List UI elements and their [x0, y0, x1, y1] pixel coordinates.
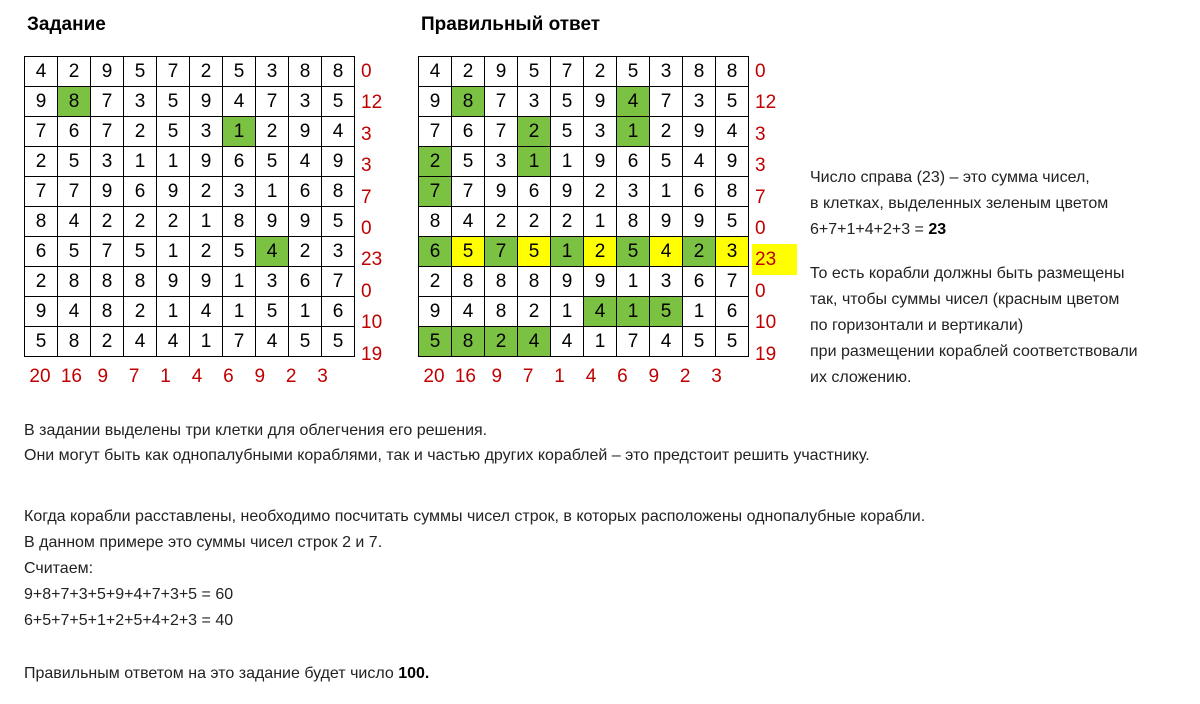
grid-cell: 5	[683, 327, 716, 357]
grid-cell: 5	[452, 147, 485, 177]
grid-cell: 8	[485, 297, 518, 327]
grid-cell: 2	[58, 57, 91, 87]
grid-cell: 5	[551, 117, 584, 147]
grid-cell: 2	[124, 297, 157, 327]
grid-cell: 2	[584, 177, 617, 207]
grid-row	[25, 117, 355, 147]
grid-cell: 5	[419, 327, 452, 357]
grid-row	[25, 207, 355, 237]
grid-cell: 5	[322, 327, 355, 357]
grid-cell: 6	[419, 237, 452, 267]
grid-cell: 8	[716, 57, 749, 87]
grid-cell: 5	[58, 237, 91, 267]
row-sum: 10	[361, 312, 383, 334]
grid-cell: 2	[419, 147, 452, 177]
grid-row	[25, 297, 355, 327]
column-sum: 4	[585, 366, 597, 387]
explanation-line: их сложению.	[810, 369, 912, 386]
row-sum: 19	[755, 343, 777, 365]
grid-cell: 1	[617, 117, 650, 147]
grid-cell: 4	[256, 237, 289, 267]
grid-cell: 3	[683, 87, 716, 117]
grid-cell: 9	[683, 207, 716, 237]
grid-cell: 4	[452, 297, 485, 327]
row-sum: 7	[361, 186, 372, 208]
grid-cell: 2	[518, 117, 551, 147]
row-sum: 12	[755, 92, 777, 114]
grid-cell: 5	[256, 297, 289, 327]
formula-expression: 6+7+1+4+2+3 =	[810, 221, 929, 238]
grid-cell: 2	[452, 57, 485, 87]
grid-row	[25, 267, 355, 297]
grid-cell: 3	[190, 117, 223, 147]
sum-line: 9+8+7+3+5+9+4+7+3+5 = 60	[24, 586, 234, 603]
grid-cell: 4	[157, 327, 190, 357]
text-line: В задании выделены три клетки для облегчения его решения.	[24, 422, 488, 439]
grid-cell: 2	[124, 207, 157, 237]
grid-cell: 2	[25, 147, 58, 177]
answer-text: Правильным ответом на это задание будет число	[24, 665, 399, 682]
grid-cell: 4	[716, 117, 749, 147]
grid-cell: 1	[157, 297, 190, 327]
column-sum: 6	[617, 366, 628, 387]
column-sum: 20	[29, 366, 51, 387]
grid-row	[25, 177, 355, 207]
grid-cell: 9	[683, 117, 716, 147]
grid-cell: 9	[25, 87, 58, 117]
grid-row	[25, 87, 355, 117]
grid-cell: 5	[518, 57, 551, 87]
grid-cell: 2	[91, 207, 124, 237]
grid-cell: 1	[584, 327, 617, 357]
grid-cell: 9	[157, 177, 190, 207]
task-grid	[24, 56, 355, 357]
grid-cell: 5	[650, 297, 683, 327]
grid-cell: 9	[485, 57, 518, 87]
paragraph-answer	[24, 661, 429, 686]
grid-cell: 9	[190, 147, 223, 177]
grid-cell: 2	[650, 117, 683, 147]
grid-cell: 5	[223, 237, 256, 267]
row-sum: 12	[361, 92, 383, 114]
grid-cell: 7	[485, 117, 518, 147]
grid-cell: 9	[289, 207, 322, 237]
grid-cell: 1	[617, 267, 650, 297]
answer-title: Правильный ответ	[421, 14, 601, 35]
grid-cell: 7	[322, 267, 355, 297]
answer-grid	[418, 56, 749, 357]
grid-cell: 8	[452, 327, 485, 357]
explanation-line: То есть корабли должны быть размещены	[810, 265, 1125, 282]
grid-cell: 9	[485, 177, 518, 207]
grid-cell: 1	[190, 207, 223, 237]
grid-cell: 7	[256, 87, 289, 117]
column-sum: 9	[491, 366, 503, 387]
grid-cell: 8	[91, 267, 124, 297]
grid-cell: 2	[25, 267, 58, 297]
grid-cell: 2	[518, 207, 551, 237]
grid-cell: 9	[419, 87, 452, 117]
column-sum: 2	[679, 366, 691, 387]
grid-cell: 7	[551, 57, 584, 87]
grid-cell: 2	[256, 117, 289, 147]
column-sum: 9	[254, 366, 266, 387]
grid-cell: 5	[617, 57, 650, 87]
grid-cell: 3	[289, 87, 322, 117]
grid-cell: 9	[157, 267, 190, 297]
task-title: Задание	[27, 14, 106, 35]
grid-cell: 4	[419, 57, 452, 87]
grid-cell: 4	[551, 327, 584, 357]
grid-cell: 3	[518, 87, 551, 117]
text-line: Когда корабли расставлены, необходимо посчитать суммы чисел строк, в которых расположены однопалубные корабли.	[24, 508, 926, 525]
grid-cell: 7	[157, 57, 190, 87]
explanation-line: по горизонтали и вертикали)	[810, 317, 1024, 334]
column-sum: 6	[223, 366, 234, 387]
grid-cell: 6	[518, 177, 551, 207]
grid-cell: 2	[157, 207, 190, 237]
grid-cell: 8	[322, 177, 355, 207]
grid-cell: 2	[91, 327, 124, 357]
grid-cell: 7	[58, 177, 91, 207]
grid-cell: 9	[190, 87, 223, 117]
grid-cell: 3	[650, 267, 683, 297]
grid-cell: 1	[617, 297, 650, 327]
grid-cell: 7	[91, 237, 124, 267]
grid-cell: 2	[683, 237, 716, 267]
grid-cell: 5	[716, 327, 749, 357]
grid-cell: 8	[617, 207, 650, 237]
grid-cell: 1	[157, 147, 190, 177]
column-sum: 7	[522, 366, 534, 387]
row-sum: 23	[752, 244, 797, 275]
grid-cell: 5	[157, 117, 190, 147]
grid-cell: 9	[419, 297, 452, 327]
grid-cell: 8	[716, 177, 749, 207]
grid-cell: 7	[91, 117, 124, 147]
grid-cell: 9	[584, 267, 617, 297]
grid-cell: 7	[452, 177, 485, 207]
grid-cell: 1	[190, 327, 223, 357]
row-sum: 7	[755, 186, 766, 208]
row-sum: 0	[361, 280, 372, 302]
grid-cell: 9	[190, 267, 223, 297]
row-sum: 0	[361, 61, 372, 82]
grid-cell: 8	[124, 267, 157, 297]
grid-cell: 1	[551, 237, 584, 267]
grid-cell: 1	[584, 207, 617, 237]
grid-cell: 1	[683, 297, 716, 327]
grid-cell: 7	[419, 177, 452, 207]
grid-cell: 2	[190, 177, 223, 207]
grid-cell: 4	[289, 147, 322, 177]
grid-cell: 8	[58, 327, 91, 357]
grid-cell: 8	[452, 267, 485, 297]
grid-cell: 3	[485, 147, 518, 177]
column-sum: 20	[423, 366, 445, 387]
grid-cell: 9	[584, 87, 617, 117]
grid-cell: 1	[289, 297, 322, 327]
grid-cell: 4	[518, 327, 551, 357]
grid-cell: 4	[322, 117, 355, 147]
explanation-line: в клетках, выделенных зеленым цветом	[810, 195, 1109, 212]
grid-cell: 5	[289, 327, 322, 357]
column-sum: 9	[648, 366, 660, 387]
grid-cell: 4	[617, 87, 650, 117]
grid-cell: 3	[322, 237, 355, 267]
grid-cell: 8	[223, 207, 256, 237]
grid-cell: 4	[452, 207, 485, 237]
grid-cell: 4	[650, 237, 683, 267]
explanation-panel	[810, 165, 1138, 391]
grid-cell: 1	[223, 117, 256, 147]
row-sum: 3	[361, 123, 372, 145]
grid-row	[419, 237, 749, 267]
grid-cell: 4	[223, 87, 256, 117]
column-sum: 3	[711, 366, 722, 387]
grid-cell: 5	[617, 237, 650, 267]
grid-cell: 4	[683, 147, 716, 177]
grid-cell: 2	[190, 57, 223, 87]
grid-cell: 1	[124, 147, 157, 177]
grid-cell: 2	[190, 237, 223, 267]
grid-cell: 5	[124, 237, 157, 267]
grid-row	[419, 207, 749, 237]
grid-cell: 1	[518, 147, 551, 177]
explanation-line: Число справа (23) – это сумма чисел,	[810, 169, 1090, 186]
grid-cell: 3	[124, 87, 157, 117]
grid-cell: 9	[584, 147, 617, 177]
column-sum: 16	[60, 366, 82, 387]
grid-cell: 8	[289, 57, 322, 87]
answer-table	[418, 56, 749, 357]
grid-cell: 9	[25, 297, 58, 327]
grid-cell: 8	[452, 87, 485, 117]
grid-cell: 8	[91, 297, 124, 327]
column-sum: 2	[285, 366, 297, 387]
grid-cell: 1	[223, 297, 256, 327]
row-sum: 10	[755, 312, 777, 334]
grid-cell: 2	[584, 237, 617, 267]
grid-row	[25, 237, 355, 267]
grid-cell: 4	[650, 327, 683, 357]
grid-cell: 3	[91, 147, 124, 177]
grid-cell: 3	[256, 267, 289, 297]
grid-cell: 5	[518, 237, 551, 267]
grid-cell: 2	[518, 297, 551, 327]
grid-row	[419, 177, 749, 207]
grid-cell: 2	[551, 207, 584, 237]
grid-cell: 6	[716, 297, 749, 327]
answer-value: 100.	[398, 665, 430, 682]
grid-cell: 7	[223, 327, 256, 357]
grid-cell: 6	[124, 177, 157, 207]
grid-cell: 7	[617, 327, 650, 357]
grid-cell: 6	[289, 267, 322, 297]
grid-cell: 6	[223, 147, 256, 177]
grid-cell: 4	[58, 207, 91, 237]
row-sum: 0	[755, 218, 766, 239]
grid-cell: 8	[485, 267, 518, 297]
row-sum: 3	[755, 155, 766, 177]
explanation-formula	[810, 217, 1138, 243]
grid-cell: 1	[223, 267, 256, 297]
grid-cell: 1	[157, 237, 190, 267]
grid-cell: 1	[256, 177, 289, 207]
grid-cell: 8	[25, 207, 58, 237]
grid-cell: 4	[25, 57, 58, 87]
grid-cell: 4	[58, 297, 91, 327]
task-table	[24, 56, 355, 357]
grid-cell: 4	[124, 327, 157, 357]
grid-cell: 5	[551, 87, 584, 117]
row-sum: 0	[361, 218, 372, 239]
grid-cell: 8	[419, 207, 452, 237]
grid-cell: 8	[322, 57, 355, 87]
row-sum: 19	[361, 343, 383, 365]
grid-cell: 5	[223, 57, 256, 87]
column-sum: 4	[191, 366, 203, 387]
grid-cell: 6	[58, 117, 91, 147]
grid-row	[419, 57, 749, 87]
grid-cell: 2	[124, 117, 157, 147]
grid-cell: 6	[25, 237, 58, 267]
grid-cell: 6	[683, 177, 716, 207]
grid-cell: 5	[716, 207, 749, 237]
grid-cell: 5	[452, 237, 485, 267]
grid-cell: 2	[485, 327, 518, 357]
grid-cell: 2	[419, 267, 452, 297]
grid-cell: 9	[551, 267, 584, 297]
grid-cell: 9	[91, 57, 124, 87]
row-sum: 3	[755, 123, 766, 145]
row-sum: 0	[755, 280, 766, 302]
grid-cell: 1	[650, 177, 683, 207]
column-sum: 1	[160, 366, 171, 387]
column-sum: 1	[554, 366, 565, 387]
grid-cell: 7	[650, 87, 683, 117]
grid-cell: 7	[91, 87, 124, 117]
grid-cell: 2	[289, 237, 322, 267]
grid-cell: 7	[25, 177, 58, 207]
column-sum: 16	[454, 366, 476, 387]
text-line: Считаем:	[24, 560, 94, 577]
grid-row	[419, 297, 749, 327]
grid-row	[419, 267, 749, 297]
text-line: В данном примере это суммы чисел строк 2 и 7.	[24, 534, 383, 551]
row-sum: 23	[361, 249, 383, 271]
grid-cell: 6	[617, 147, 650, 177]
paragraph-method	[24, 504, 925, 634]
grid-cell: 9	[91, 177, 124, 207]
grid-cell: 7	[25, 117, 58, 147]
grid-cell: 4	[584, 297, 617, 327]
sum-line: 6+5+7+5+1+2+5+4+2+3 = 40	[24, 612, 234, 629]
grid-cell: 6	[322, 297, 355, 327]
grid-cell: 9	[256, 207, 289, 237]
grid-cell: 9	[650, 207, 683, 237]
grid-row	[25, 57, 355, 87]
grid-row	[419, 147, 749, 177]
grid-cell: 3	[650, 57, 683, 87]
grid-cell: 9	[289, 117, 322, 147]
grid-cell: 6	[452, 117, 485, 147]
grid-cell: 2	[485, 207, 518, 237]
grid-cell: 8	[58, 267, 91, 297]
grid-row	[25, 147, 355, 177]
column-sum: 7	[128, 366, 140, 387]
grid-row	[419, 327, 749, 357]
grid-cell: 7	[485, 237, 518, 267]
grid-cell: 6	[289, 177, 322, 207]
grid-cell: 3	[716, 237, 749, 267]
grid-cell: 5	[25, 327, 58, 357]
explanation-line: при размещении кораблей соответствовали	[810, 343, 1138, 360]
grid-cell: 5	[716, 87, 749, 117]
grid-cell: 8	[58, 87, 91, 117]
grid-cell: 4	[190, 297, 223, 327]
grid-cell: 8	[683, 57, 716, 87]
grid-cell: 1	[551, 297, 584, 327]
grid-cell: 7	[419, 117, 452, 147]
grid-cell: 5	[157, 87, 190, 117]
grid-cell: 7	[485, 87, 518, 117]
column-sum: 3	[317, 366, 328, 387]
grid-cell: 4	[256, 327, 289, 357]
formula-result: 23	[928, 221, 947, 238]
grid-cell: 5	[650, 147, 683, 177]
grid-cell: 9	[322, 147, 355, 177]
grid-cell: 7	[716, 267, 749, 297]
grid-cell: 2	[584, 57, 617, 87]
explanation-line: так, чтобы суммы чисел (красным цветом	[810, 291, 1120, 308]
grid-row	[419, 117, 749, 147]
grid-cell: 6	[683, 267, 716, 297]
grid-cell: 9	[716, 147, 749, 177]
row-sum: 3	[361, 155, 372, 177]
column-sum: 9	[97, 366, 109, 387]
grid-cell: 3	[256, 57, 289, 87]
grid-cell: 8	[518, 267, 551, 297]
grid-cell: 3	[617, 177, 650, 207]
grid-row	[419, 87, 749, 117]
text-line: Они могут быть как однопалубными кораблями, так и частью других кораблей – это предстоит решить участнику.	[24, 447, 870, 464]
grid-cell: 5	[322, 207, 355, 237]
grid-cell: 9	[551, 177, 584, 207]
grid-cell: 3	[223, 177, 256, 207]
grid-cell: 1	[551, 147, 584, 177]
grid-cell: 3	[584, 117, 617, 147]
paragraph-hint	[24, 418, 870, 468]
row-sum: 0	[755, 61, 766, 82]
grid-cell: 5	[124, 57, 157, 87]
grid-row	[25, 327, 355, 357]
grid-cell: 5	[58, 147, 91, 177]
grid-cell: 5	[322, 87, 355, 117]
grid-cell: 5	[256, 147, 289, 177]
